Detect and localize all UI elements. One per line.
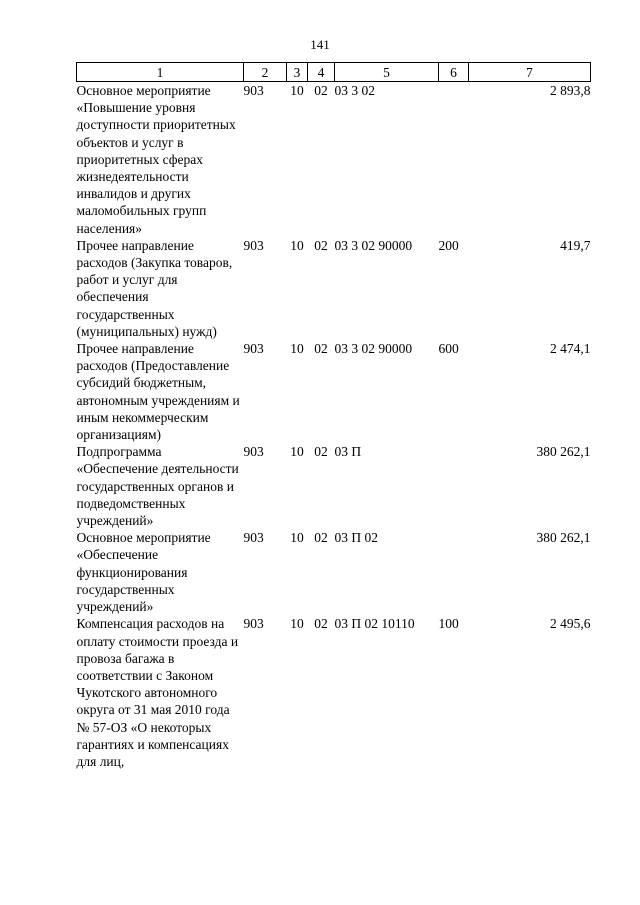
expense-name-cell: Прочее направление расходов (Предоставление субсидий бюджетным, автономным учреждениям и иным некоммерческим организациям) bbox=[76, 341, 240, 443]
amount-cell: 2 893,8 bbox=[550, 83, 591, 98]
table-row bbox=[77, 615, 591, 770]
target-article-cell: 03 П 02 bbox=[334, 530, 378, 546]
target-article-cell: 03 3 02 bbox=[334, 83, 375, 98]
target-article-cell: 03 3 02 90000 bbox=[334, 237, 413, 253]
expense-name-cell: Подпрограмма «Обеспечение деятельности государственных органов и подведомственных учреждений» bbox=[76, 444, 239, 529]
expense-type-cell bbox=[439, 529, 469, 615]
column-header-3: 3 bbox=[287, 63, 308, 82]
column-header-4: 4 bbox=[308, 63, 335, 82]
target-article-cell: 03 П bbox=[334, 444, 362, 460]
expense-type-cell: 100 bbox=[438, 616, 459, 632]
grbs-cell: 903 bbox=[243, 616, 264, 632]
amount-cell: 380 262,1 bbox=[536, 530, 591, 546]
column-header-1: 1 bbox=[77, 63, 244, 82]
subsection-cell: 02 bbox=[314, 83, 328, 98]
expense-name-cell: Прочее направление расходов (Закупка товаров, работ и услуг для обеспечения государственных (муниципальных) нужд) bbox=[76, 237, 233, 339]
table-row bbox=[77, 529, 591, 615]
grbs-cell: 903 bbox=[243, 341, 264, 357]
expense-type-cell bbox=[439, 443, 469, 529]
table-row bbox=[77, 443, 591, 529]
grbs-cell: 903 bbox=[243, 83, 264, 98]
grbs-cell: 903 bbox=[243, 444, 264, 460]
subsection-cell: 02 bbox=[314, 237, 328, 253]
target-article-cell: 03 П 02 10110 bbox=[334, 616, 415, 632]
grbs-cell: 903 bbox=[243, 530, 264, 546]
section-cell: 10 bbox=[290, 83, 304, 98]
header-row bbox=[77, 63, 591, 82]
expense-name-cell: Основное мероприятие «Повышение уровня доступности приоритетных объектов и услуг в приоритетных сферах жизнедеятельности инвалидов и других маломобильных групп населения» bbox=[76, 83, 236, 236]
section-cell: 10 bbox=[290, 444, 304, 460]
amount-cell: 419,7 bbox=[560, 237, 591, 253]
amount-cell: 2 474,1 bbox=[550, 341, 591, 357]
grbs-cell: 903 bbox=[243, 237, 264, 253]
expense-name-cell: Основное мероприятие «Обеспечение функционирования государственных учреждений» bbox=[76, 530, 211, 615]
expense-type-cell bbox=[439, 82, 469, 237]
table-row bbox=[77, 237, 591, 340]
expense-type-cell: 200 bbox=[438, 237, 459, 253]
subsection-cell: 02 bbox=[314, 530, 328, 546]
column-header-2: 2 bbox=[244, 63, 287, 82]
subsection-cell: 02 bbox=[314, 341, 328, 357]
table-row bbox=[77, 82, 591, 237]
column-header-6: 6 bbox=[439, 63, 469, 82]
page-number: 141 bbox=[310, 37, 330, 52]
budget-table bbox=[76, 62, 591, 770]
subsection-cell: 02 bbox=[314, 616, 328, 632]
section-cell: 10 bbox=[290, 237, 304, 253]
column-header-5: 5 bbox=[335, 63, 439, 82]
table-row bbox=[77, 340, 591, 443]
column-header-7: 7 bbox=[469, 63, 591, 82]
section-cell: 10 bbox=[290, 616, 304, 632]
expense-type-cell: 600 bbox=[438, 341, 459, 357]
subsection-cell: 02 bbox=[314, 444, 328, 460]
expense-name-cell: Компенсация расходов на оплату стоимости проезда и провоза багажа в соответствии с Законом Чукотского автономного округа от 31 мая 2010 года № 57-ОЗ «О некоторых гарантиях и компенсациях для лиц, bbox=[76, 616, 239, 769]
amount-cell: 380 262,1 bbox=[536, 444, 591, 460]
section-cell: 10 bbox=[290, 341, 304, 357]
target-article-cell: 03 3 02 90000 bbox=[334, 341, 413, 357]
section-cell: 10 bbox=[290, 530, 304, 546]
amount-cell: 2 495,6 bbox=[550, 616, 591, 632]
